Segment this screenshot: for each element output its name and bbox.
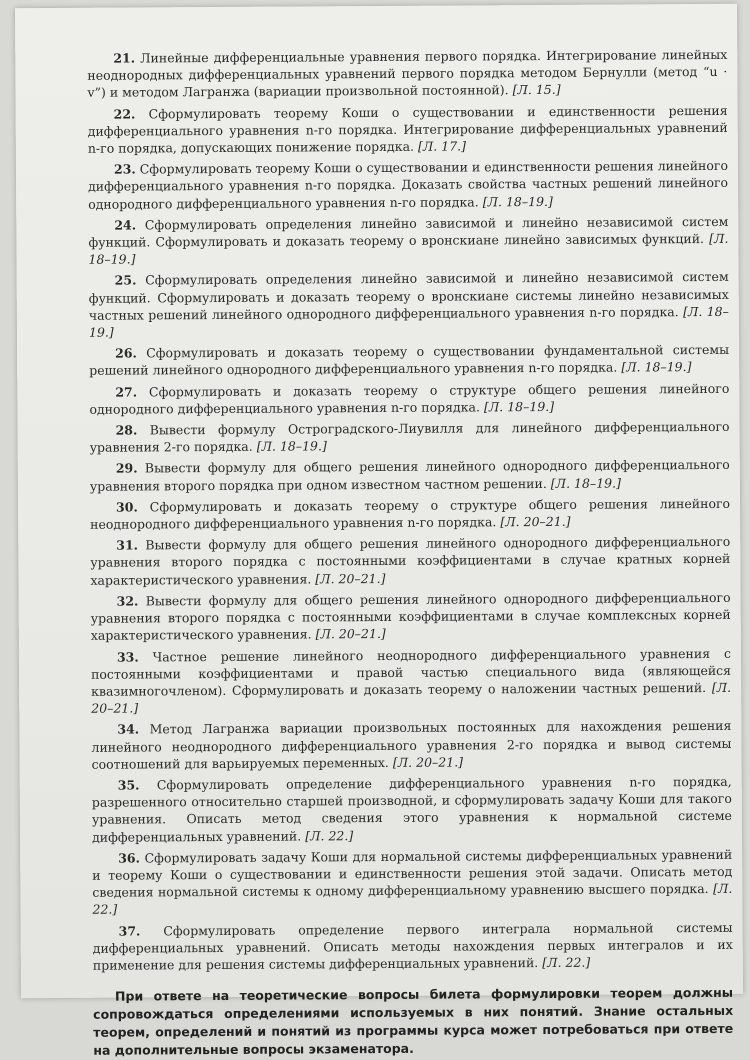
list-item xyxy=(93,918,733,974)
list-item xyxy=(91,589,731,645)
item-number: 27. xyxy=(115,384,138,400)
item-number: 32. xyxy=(116,593,139,609)
lecture-ref: [Л. 18–19.] xyxy=(88,230,729,268)
list-item xyxy=(91,717,731,773)
lecture-ref: [Л. 18–19.] xyxy=(88,303,729,340)
lecture-ref: [Л. 22.] xyxy=(542,954,591,970)
list-item xyxy=(88,101,728,157)
item-number: 37. xyxy=(118,923,141,939)
item-number: 23. xyxy=(113,161,136,177)
item-text: Сформулировать определения линейно зависимой и линейно независимой систем функций. Сформулировать и доказать теорему о вронскиане системы линейно независимых частных решений линейного однородного дифференциального уравнения n-го порядка. xyxy=(88,269,729,323)
item-text: Вывести формулу для общего решения линейного однородного дифференциального уравнения второго порядка при одном известном частном решении. xyxy=(89,457,730,494)
list-item xyxy=(88,213,728,269)
list-item xyxy=(90,418,730,456)
item-text: Метод Лагранжа вариации произвольных постоянных для нахождения решения линейного неоднородного дифференциального уравнения 2-го порядка и вывод системы соотношений для варьируемых переменных. xyxy=(91,718,732,772)
list-item xyxy=(90,456,730,494)
item-text: Сформулировать задачу Коши для нормальной системы дифференциальных уравнений и теорему Коши о существовании и единственности решения этой задачи. Описать метод сведения нормальной системы к одному дифференциальному уравнению высшего порядка. xyxy=(92,846,733,900)
item-number: 24. xyxy=(114,217,137,233)
item-number: 30. xyxy=(115,499,138,515)
question-list xyxy=(87,46,733,1060)
lecture-ref: [Л. 22.] xyxy=(305,827,354,843)
lecture-ref: [Л. 20–21.] xyxy=(91,679,732,716)
lecture-ref: [Л. 17.] xyxy=(417,138,467,154)
list-item xyxy=(92,773,732,846)
item-number: 33. xyxy=(116,648,139,665)
lecture-ref: [Л. 22.] xyxy=(92,880,733,918)
item-number: 26. xyxy=(115,345,137,361)
lecture-ref: [Л. 18–19.] xyxy=(621,359,692,375)
item-text: Вывести формулу для общего решения линейного однородного дифференциального уравнения второго порядка с постоянными коэффициентами в случае комплексных корней характеристического уравнения. xyxy=(90,589,731,644)
item-number: 36. xyxy=(118,850,140,866)
item-number: 25. xyxy=(114,272,137,289)
item-text: Сформулировать определения линейно зависимой и линейно независимой систем функций. Сформулировать и доказать теорему о вронскиане линейно зависимых функций. xyxy=(88,213,729,250)
item-number: 34. xyxy=(117,721,140,737)
list-item xyxy=(89,268,729,341)
item-number: 21. xyxy=(113,50,136,66)
item-text: Частное решение линейного неоднородного дифференциального уравнения с постоянными коэффициентами и правой частью специального вида (являющейся квазимногочленом). Сформулировать и доказать теорему о наложении частных решений. xyxy=(91,645,732,699)
list-item xyxy=(87,46,727,102)
lecture-ref: [Л. 20–21.] xyxy=(315,626,386,642)
list-item xyxy=(89,380,729,418)
lecture-ref: [Л. 20–21.] xyxy=(315,570,386,587)
item-number: 22. xyxy=(113,106,136,122)
item-number: 31. xyxy=(116,537,139,553)
item-text: Вывести формулу Остроградского-Лиувилля для линейного дифференциального уравнения 2-го порядка. xyxy=(89,418,730,456)
item-text: Сформулировать и доказать теорему о структуре общего решения линейного неоднородного дифференциального уравнения n-го порядка. xyxy=(90,495,731,532)
lecture-ref: [Л. 18–19.] xyxy=(550,475,621,491)
list-item xyxy=(89,341,729,379)
list-item xyxy=(88,157,728,213)
item-number: 28. xyxy=(115,422,138,438)
lecture-ref: [Л. 18–19.] xyxy=(256,438,327,455)
lecture-ref: [Л. 20–21.] xyxy=(392,754,464,770)
item-number: 35. xyxy=(117,777,140,793)
item-number: 29. xyxy=(115,460,138,477)
list-item xyxy=(90,533,730,589)
list-item xyxy=(91,644,731,717)
item-text: Сформулировать и доказать теорему о структуре общего решения линейного однородного дифференциального уравнения n-го порядка. xyxy=(89,380,730,417)
paper-sheet xyxy=(15,4,743,1058)
list-item xyxy=(90,495,730,533)
lecture-ref: [Л. 18–19.] xyxy=(482,193,553,209)
lecture-ref: [Л. 18–19.] xyxy=(483,398,555,415)
lecture-ref: [Л. 20–21.] xyxy=(500,513,571,530)
list-item xyxy=(92,846,732,919)
exam-note: При ответе на теоретические вопросы билета формулировки теорем должны сопровождаться определениями используемых в них понятий. Знание остальных теорем, определений и понятий из программы курса может потребоваться при ответе на дополнительные вопросы экзаменатора. xyxy=(93,985,734,1058)
item-text: Сформулировать определение первого интеграла нормальной системы дифференциальных уравнений. Описать методы нахождения первых интегралов и их применение для решения системы дифференциальных уравнений. xyxy=(92,919,733,973)
item-text: Сформулировать теорему Коши о существовании и единственности решения линейного дифференциального уравнения n-го порядка. Доказать свойства частных решений линейного однородного дифференциального уравнения n-го порядка. xyxy=(88,158,729,212)
item-text: Линейные дифференциальные уравнения первого порядка. Интегрирование линейных неоднородных дифференциальных уравнений первого порядка методом Бернулли (метод “u · v”) и методом Лагранжа (вариации произвольной постоянной). xyxy=(87,46,728,101)
lecture-ref: [Л. 15.] xyxy=(512,82,561,98)
item-text: Сформулировать теорему Коши о существовании и единственности решения дифференциального уравнения n-го порядка. Интегрирование дифференциальных уравнений n-го порядка, допускающих понижение порядка. xyxy=(87,102,728,156)
item-text: Сформулировать и доказать теорему о существовании фундаментальной системы решений линейного однородного дифференциального уравнения n-го порядка. xyxy=(89,342,730,379)
item-text: Сформулировать определение дифференциального уравнения n-го порядка, разрешенного относительно старшей производной, и сформулировать задачу Коши для такого уравнения. Описать метод сведения этого уравнения к нормальной системе дифференциальных уравнений. xyxy=(91,773,732,845)
item-text: Вывести формулу для общего решения линейного однородного дифференциального уравнения второго порядка с постоянными коэффициентами в случае кратных корней характеристического уравнения. xyxy=(90,534,731,588)
